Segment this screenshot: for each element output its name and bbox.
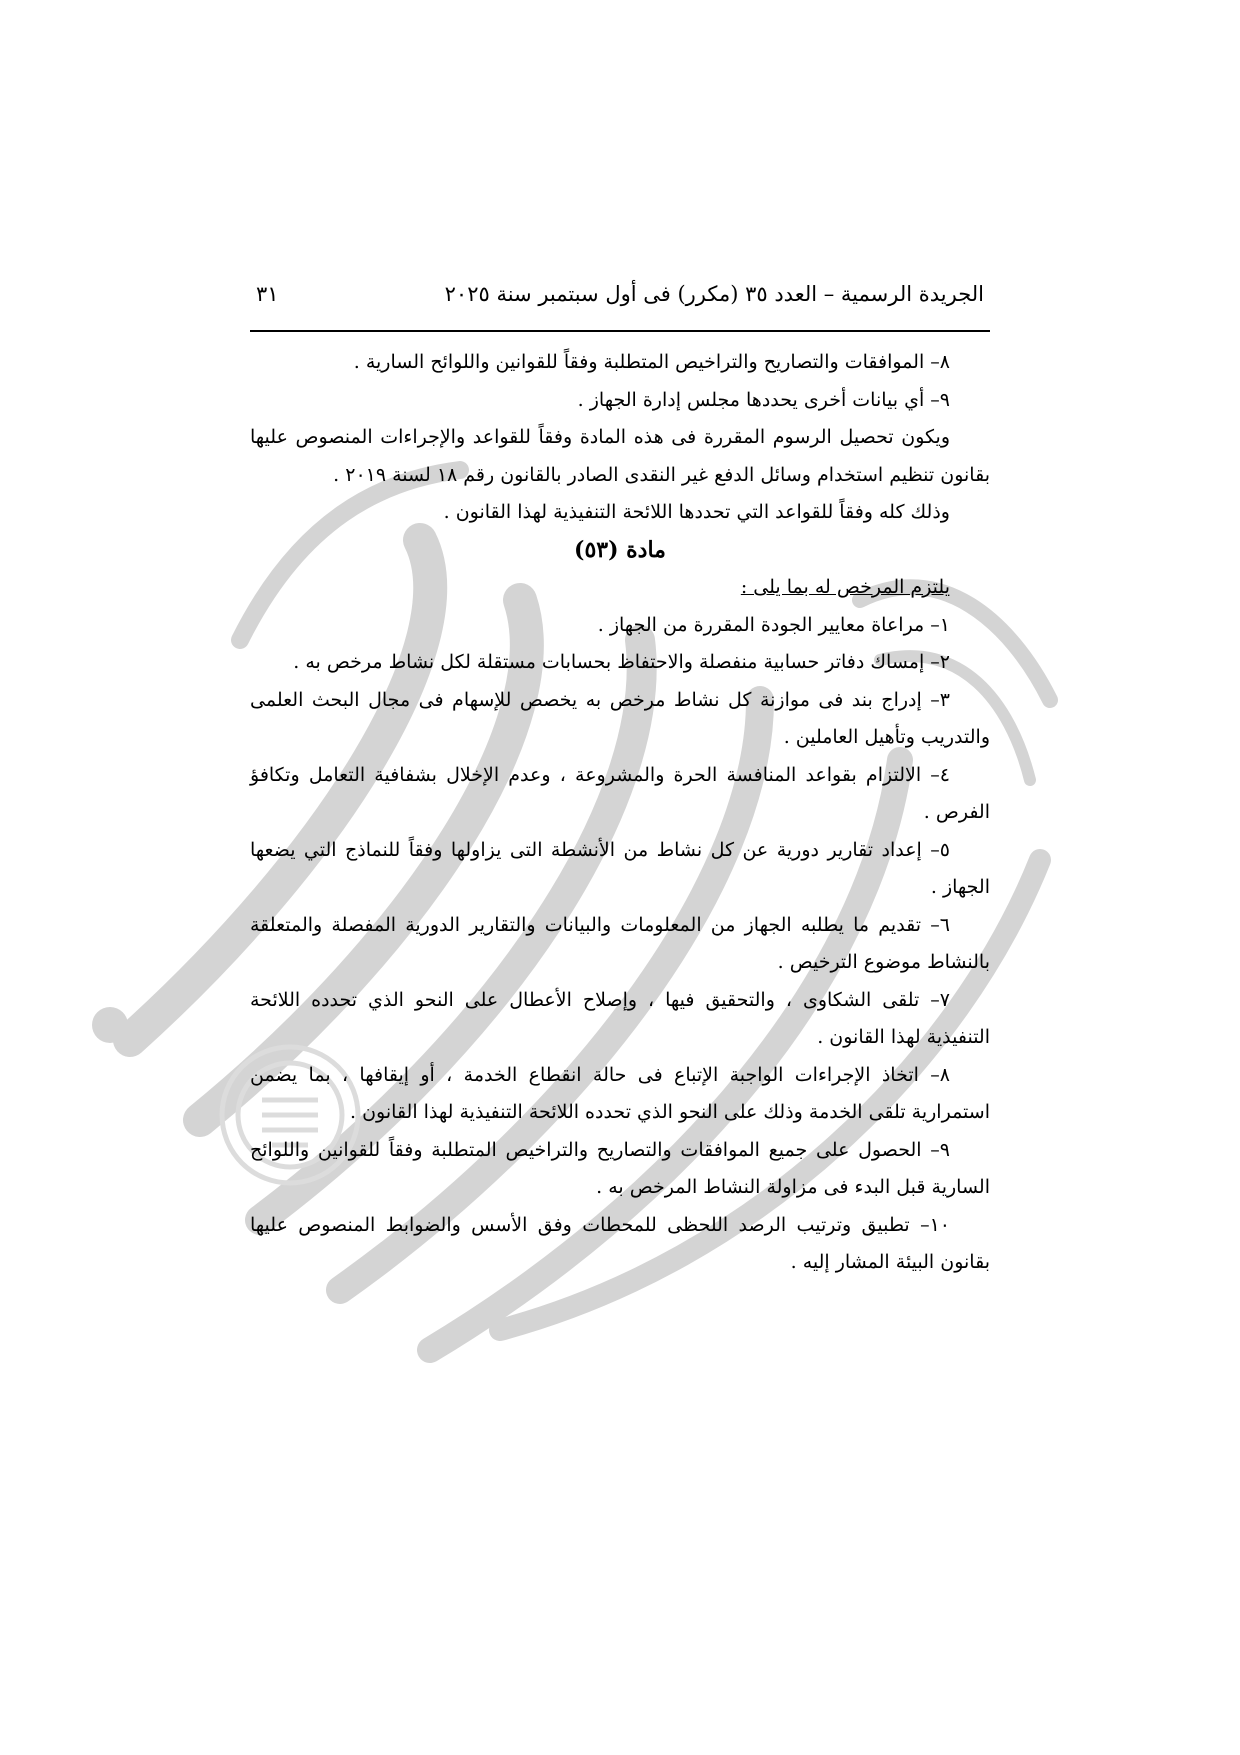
header-title: الجريدة الرسمية – العدد ٣٥ (مكرر) فى أول سبتمبر سنة ٢٠٢٥ <box>444 282 984 306</box>
list-item: ٤– الالتزام بقواعد المنافسة الحرة والمشروعة ، وعدم الإخلال بشفافية التعامل وتكافؤ الفرص . <box>250 763 990 823</box>
list-item: ٦– تقديم ما يطلبه الجهاز من المعلومات والبيانات والتقارير الدورية المفصلة والمتعلقة بالنشاط موضوع الترخيص . <box>250 913 990 973</box>
list-item: ٨– الموافقات والتصاريح والتراخيص المتطلبة وفقاً للقوانين واللوائح السارية . <box>353 351 950 373</box>
document-body <box>250 344 990 1282</box>
list-item: ٩– أي بيانات أخرى يحددها مجلس إدارة الجهاز . <box>577 388 950 411</box>
article-intro-text: يلتزم المرخص له بما يلى : <box>740 576 950 598</box>
header-rule <box>250 330 990 332</box>
body-paragraph: وذلك كله وفقاً للقواعد التي تحددها اللائحة التنفيذية لهذا القانون . <box>443 501 950 523</box>
document-page <box>250 282 990 1282</box>
watermark-dot <box>92 1007 128 1043</box>
body-paragraph: ويكون تحصيل الرسوم المقررة فى هذه المادة وفقاً للقواعد والإجراءات المنصوص عليها بقانون تنظيم استخدام وسائل الدفع غير النقدى الصادر بالقانون رقم ١٨ لسنة ٢٠١٩ . <box>250 426 990 486</box>
list-item: ٧– تلقى الشكاوى ، والتحقيق فيها ، وإصلاح الأعطال على النحو الذي تحدده اللائحة التنفيذية لهذا القانون . <box>250 988 990 1048</box>
list-item: ٣– إدراج بند فى موازنة كل نشاط مرخص به يخصص للإسهام فى مجال البحث العلمى والتدريب وتأهيل العاملين . <box>250 688 990 748</box>
list-item: ١٠– تطبيق وترتيب الرصد اللحظى للمحطات وفق الأسس والضوابط المنصوص عليها بقانون البيئة المشار إليه . <box>250 1213 990 1273</box>
list-item: ٩– الحصول على جميع الموافقات والتصاريح والتراخيص المتطلبة وفقاً للقوانين واللوائح السارية قبل البدء فى مزاولة النشاط المرخص به . <box>250 1138 990 1198</box>
article-intro <box>250 569 990 607</box>
page-number: ٣١ <box>256 282 279 306</box>
page-header <box>250 282 990 322</box>
list-item: ٢– إمساك دفاتر حسابية منفصلة والاحتفاظ بحسابات مستقلة لكل نشاط مرخص به . <box>293 651 950 673</box>
article-heading: مادة (٥٣) <box>574 536 666 563</box>
list-item: ٨– اتخاذ الإجراءات الواجبة الإتباع فى حالة انقطاع الخدمة ، أو إيقافها ، بما يضمن استمرارية تلقى الخدمة وذلك على النحو الذي تحدده اللائحة التنفيذية لهذا القانون . <box>250 1063 990 1123</box>
list-item: ١– مراعاة معايير الجودة المقررة من الجهاز . <box>597 613 950 636</box>
list-item: ٥– إعداد تقارير دورية عن كل نشاط من الأنشطة التى يزاولها وفقاً للنماذج التي يضعها الجهاز . <box>250 838 990 898</box>
